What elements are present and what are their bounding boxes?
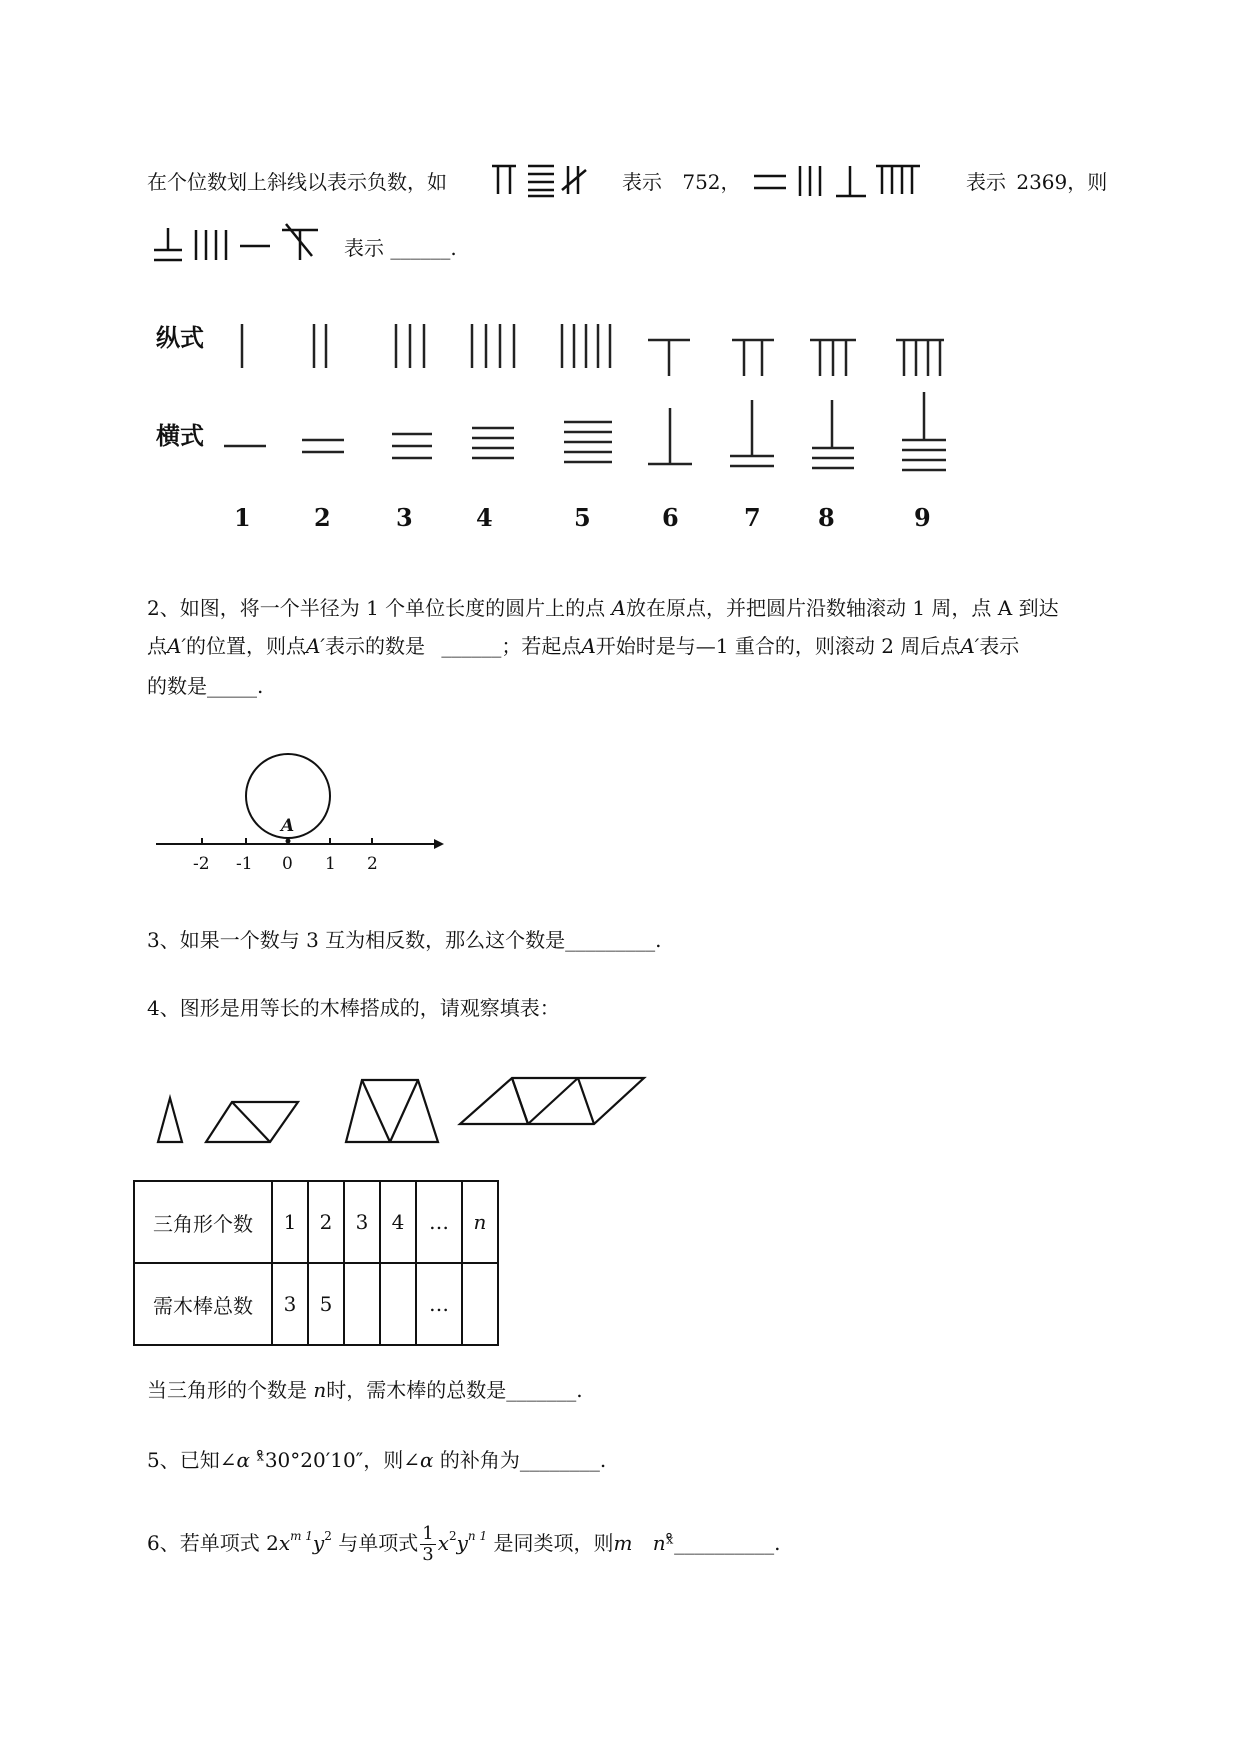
point-a-prime-2: A′ [305, 634, 325, 658]
stick-count-table [133, 1180, 499, 1346]
rod-numeral-question [150, 222, 330, 266]
chart-label-horizontal: 横式 [156, 422, 204, 450]
circle-point-label: A [281, 816, 295, 836]
q2-end: . [257, 674, 264, 698]
q6-end: . [774, 1531, 781, 1555]
q2-text-2: 放在原点，并把圆片沿数轴滚动 1 周，点 A 到达 [625, 596, 1059, 620]
table-cell: … [416, 1181, 462, 1263]
table-cell: 3 [272, 1263, 308, 1345]
table-cell: 3 [344, 1181, 380, 1263]
triangle-pattern-figure [150, 1070, 650, 1180]
fraction-one-third [420, 1524, 435, 1565]
digit-6: 6 [662, 503, 679, 532]
q6-var-x: x [278, 1531, 291, 1555]
q1-line1 [147, 168, 447, 196]
point-a-2: A [581, 634, 596, 658]
table-cell: 1 [272, 1181, 308, 1263]
chart-label-vertical: 纵式 [156, 324, 204, 352]
axis-tick-neg2: -2 [193, 854, 210, 874]
q3-line [147, 926, 662, 954]
q6-var-m: m [613, 1531, 633, 1555]
q6-exp-x2: 2 [448, 1529, 457, 1543]
table-input-cell[interactable] [344, 1263, 380, 1345]
fraction-denominator: 3 [422, 1544, 434, 1565]
q6-text-1: 6、若单项式 2 [147, 1531, 279, 1555]
axis-tick-neg1: -1 [236, 854, 253, 874]
table-cell: 4 [380, 1181, 416, 1263]
variable-n: n [313, 1378, 327, 1402]
axis-tick-0: 0 [282, 854, 293, 874]
table-cell: 需木棒总数 [134, 1263, 272, 1345]
point-a-prime-3: A′ [960, 634, 980, 658]
q1-line2 [344, 234, 457, 262]
q1-repr-text-3: 表示 [344, 236, 384, 260]
q1-number-2369: 2369，则 [1016, 170, 1108, 194]
rod-numeral-negative-752 [490, 162, 600, 198]
q2-text-6: ；若起点 [501, 634, 582, 658]
q2-text-7: 开始时是与—1 重合的，则滚动 2 周后点 [595, 634, 961, 658]
answer-blank-q4[interactable]: _______ [506, 1378, 577, 1402]
q5-text-2: ˣ̊30°20′10″，则∠ [256, 1448, 420, 1472]
point-a-prime: A′ [167, 634, 186, 658]
digit-1: 1 [234, 503, 251, 532]
answer-blank-q6[interactable]: __________ [674, 1531, 775, 1555]
table-cell: … [416, 1263, 462, 1345]
table-cell: 5 [308, 1263, 344, 1345]
q6-text-3: 是同类项，则 [493, 1531, 614, 1555]
q1-repr-text-1: 表示 [622, 170, 662, 194]
answer-blank-q3[interactable]: _________ [565, 928, 656, 952]
q3-end: . [655, 928, 662, 952]
answer-blank-q2-1[interactable]: ______ [441, 634, 502, 658]
q1-line1-mid [622, 168, 741, 196]
q2-line1 [147, 594, 1059, 622]
digit-4: 4 [476, 503, 493, 532]
table-cell: 三角形个数 [134, 1181, 272, 1263]
q6-exp-y2: n 1 [467, 1529, 488, 1543]
answer-blank-q5[interactable]: ________ [519, 1448, 600, 1472]
q6-exp-y: 2 [324, 1529, 332, 1543]
fraction-numerator: 1 [422, 1523, 434, 1544]
q2-text-5: 表示的数是 [324, 634, 425, 658]
rod-numeral-chart [220, 320, 980, 490]
q2-text-1: 2、如图，将一个半径为 1 个单位长度的圆片上的点 [147, 596, 606, 620]
q2-line2 [147, 632, 1019, 660]
digit-3: 3 [396, 503, 413, 532]
digit-5: 5 [574, 503, 591, 532]
q6-text-4: ˣ̊ [665, 1531, 675, 1555]
q5-end: . [599, 1448, 607, 1472]
table-row [134, 1263, 498, 1345]
q6-var-n: n [652, 1531, 666, 1555]
axis-tick-2: 2 [367, 854, 378, 874]
q1-number-752: 752， [682, 170, 741, 194]
q2-text-3: 点 [147, 634, 167, 658]
q6-exp-x: m 1 [290, 1529, 313, 1543]
q5-text-1: 5、已知∠ [147, 1448, 237, 1472]
answer-blank-q1[interactable]: ______ [390, 236, 451, 260]
q5-text-3: 的补角为 [439, 1448, 520, 1472]
table-input-cell[interactable] [462, 1263, 498, 1345]
rod-numeral-2369 [752, 162, 952, 200]
digit-2: 2 [314, 503, 331, 532]
q1-repr-text-2: 表示 [966, 170, 1006, 194]
q2-text-9: 的数是 [147, 674, 207, 698]
q2-text-8: 表示 [979, 634, 1020, 658]
table-input-cell[interactable] [380, 1263, 416, 1345]
q3-text: 3、如果一个数与 3 互为相反数，那么这个数是 [147, 928, 566, 952]
q6-var-x2: x [437, 1531, 449, 1555]
q4-line [147, 994, 560, 1022]
q2-text-4: 的位置，则点 [185, 634, 306, 658]
q4-text: 4、图形是用等长的木棒搭成的，请观察填表： [147, 996, 560, 1020]
q1-intro-text: 在个位数划上斜线以表示负数，如 [147, 170, 447, 194]
digit-9: 9 [914, 503, 931, 532]
answer-blank-q2-2[interactable]: _____ [207, 674, 257, 698]
q6-line [147, 1516, 781, 1565]
axis-tick-1: 1 [325, 854, 336, 874]
q4-after-text-2: 时，需木棒的总数是 [326, 1378, 507, 1402]
table-cell: n [462, 1181, 498, 1263]
q1-end: . [450, 236, 457, 260]
alpha-symbol: α [236, 1448, 250, 1472]
q4-end: . [576, 1378, 583, 1402]
alpha-symbol-2: α [419, 1448, 434, 1472]
q4-after-line [147, 1376, 583, 1404]
table-cell: 2 [308, 1181, 344, 1263]
q5-line [147, 1446, 606, 1474]
digit-7: 7 [744, 503, 761, 532]
q6-var-y2: y [456, 1531, 468, 1555]
digit-8: 8 [818, 503, 835, 532]
table-row [134, 1181, 498, 1263]
q4-after-text-1: 当三角形的个数是 [147, 1378, 307, 1402]
point-a: A [611, 596, 626, 620]
q1-line1-end [966, 168, 1107, 196]
q2-line3 [147, 672, 263, 700]
q6-var-y: y [312, 1531, 325, 1555]
q6-text-2: 与单项式 [338, 1531, 419, 1555]
